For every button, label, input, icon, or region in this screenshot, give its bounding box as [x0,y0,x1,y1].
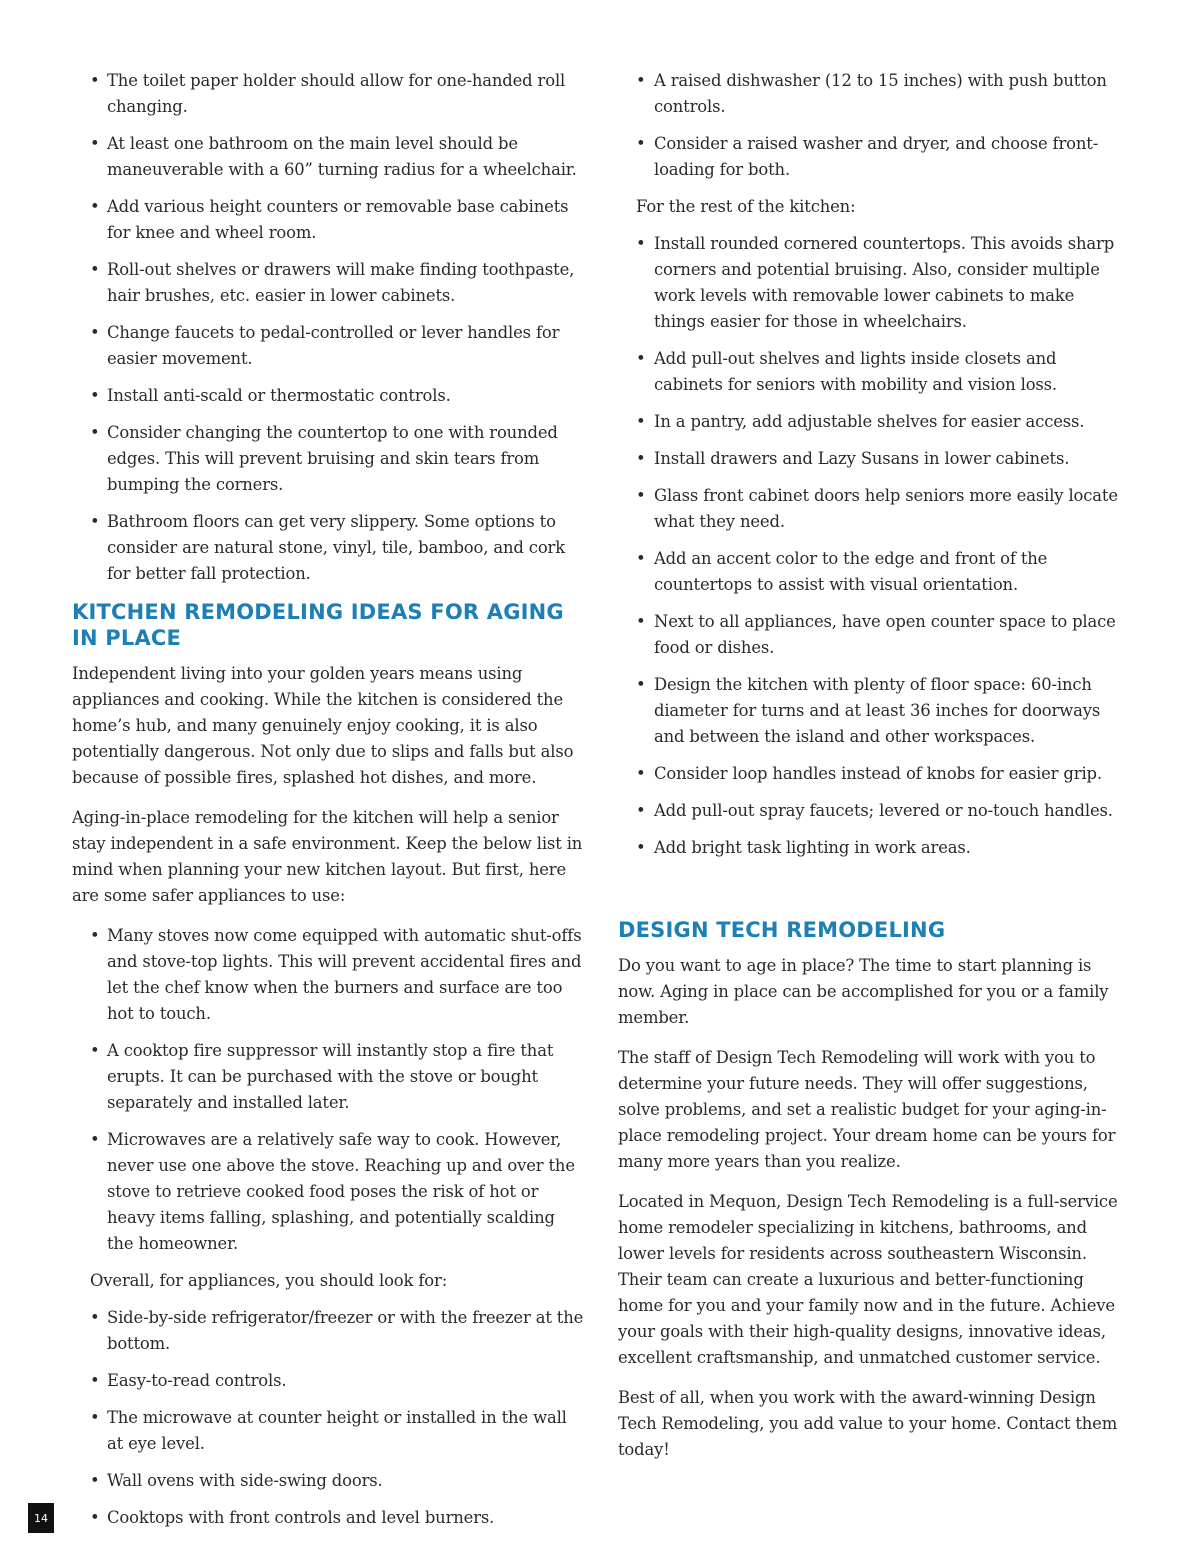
bullet-dot-icon: • [90,197,100,216]
list-item: • Install rounded cornered countertops. This avoids sharp corners and potential bruising. Also, consider multiple work levels with removable lower cabinets to make things easier for those in wheelchairs. [618,231,1130,335]
list-item: • A cooktop fire suppressor will instantly stop a fire that erupts. It can be purchased with the stove or bought separately and installed later. [72,1038,584,1116]
bullet-dot-icon: • [90,1471,100,1490]
overall-lead-text: Overall, for appliances, you should look for: [90,1271,448,1290]
bullet-dot-icon: • [636,549,646,568]
bullet-dot-icon: • [90,1508,100,1527]
bullet-dot-icon: • [90,1371,100,1390]
design-tech-paragraph: The staff of Design Tech Remodeling will work with you to determine your future needs. They will offer suggestions, solve problems, and set a realistic budget for your aging-in-place remodeling project. Your dream home can be yours for many more years than you realize. [618,1048,1116,1171]
page-number-badge: 14 [28,1503,54,1533]
bullet-dot-icon: • [90,323,100,342]
list-item: • Roll-out shelves or drawers will make finding toothpaste, hair brushes, etc. easier in lower cabinets. [72,257,584,309]
bullet-dot-icon: • [90,1308,100,1327]
bullet-dot-icon: • [90,1130,100,1149]
bullet-dot-icon: • [90,71,100,90]
design-tech-paragraph: Best of all, when you work with the award-winning Design Tech Remodeling, you add value to your home. Contact them today! [618,1388,1118,1459]
list-item: • Add various height counters or removable base cabinets for knee and wheel room. [72,194,584,246]
left-column [72,68,584,1542]
list-item: • Next to all appliances, have open counter space to place food or dishes. [618,609,1130,661]
list-item: • Bathroom floors can get very slippery. Some options to consider are natural stone, vinyl, tile, bamboo, and cork for better fall protection. [72,509,584,587]
bullet-dot-icon: • [90,423,100,442]
list-item: • Install anti-scald or thermostatic controls. [72,383,584,409]
list-item: • Microwaves are a relatively safe way to cook. However, never use one above the stove. Reaching up and over the stove to retrieve cooked food poses the risk of hot or heavy items falling, splashing, and potentially scalding the homeowner. [72,1127,584,1257]
bullet-dot-icon: • [636,764,646,783]
rest-lead-text: For the rest of the kitchen: [636,197,856,216]
design-tech-paragraph: Located in Mequon, Design Tech Remodeling is a full-service home remodeler specializing in kitchens, bathrooms, and lower levels for residents across southeastern Wisconsin. Their team can create a luxurious and better-functioning home for you and your family now and in the future. Achieve your goals with their high-quality designs, innovative ideas, excellent craftsmanship, and unmatched customer service. [618,1192,1118,1367]
list-item: • Consider a raised washer and dryer, and choose front-loading for both. [618,131,1130,183]
bullet-dot-icon: • [90,260,100,279]
bullet-dot-icon: • [636,134,646,153]
bullet-dot-icon: • [90,386,100,405]
appliance-continued-list [618,68,1130,183]
list-item: • Install drawers and Lazy Susans in lower cabinets. [618,446,1130,472]
list-item: • Add bright task lighting in work areas. [618,835,1130,861]
bullet-dot-icon: • [90,1041,100,1060]
look-for-bullet-list [72,1305,584,1531]
design-tech-paragraph: Do you want to age in place? The time to start planning is now. Aging in place can be accomplished for you or a family member. [618,956,1109,1027]
list-item: • At least one bathroom on the main level should be maneuverable with a 60” turning radius for a wheelchair. [72,131,584,183]
bathroom-bullet-list [72,68,584,587]
list-item: • Glass front cabinet doors help seniors more easily locate what they need. [618,483,1130,535]
kitchen-section-heading: KITCHEN REMODELING IDEAS FOR AGING IN PLACE [72,600,564,650]
list-item: • The toilet paper holder should allow for one-handed roll changing. [72,68,584,120]
design-tech-heading: DESIGN TECH REMODELING [618,918,946,942]
list-item: • Easy-to-read controls. [72,1368,584,1394]
list-item: • Many stoves now come equipped with automatic shut-offs and stove-top lights. This will prevent accidental fires and let the chef know when the burners and surface are too hot to touch. [72,923,584,1027]
bullet-dot-icon: • [636,675,646,694]
list-item: • The microwave at counter height or installed in the wall at eye level. [72,1405,584,1457]
list-item: • Side-by-side refrigerator/freezer or with the freezer at the bottom. [72,1305,584,1357]
bullet-dot-icon: • [636,234,646,253]
bullet-dot-icon: • [636,349,646,368]
right-column [618,68,1130,1477]
list-item: • Add pull-out shelves and lights inside closets and cabinets for seniors with mobility and vision loss. [618,346,1130,398]
list-item: • A raised dishwasher (12 to 15 inches) with push button controls. [618,68,1130,120]
bullet-dot-icon: • [90,926,100,945]
list-item: • Change faucets to pedal-controlled or lever handles for easier movement. [72,320,584,372]
list-item: • Consider changing the countertop to one with rounded edges. This will prevent bruising and skin tears from bumping the corners. [72,420,584,498]
bullet-dot-icon: • [90,134,100,153]
bullet-dot-icon: • [636,486,646,505]
list-item: • Add pull-out spray faucets; levered or no-touch handles. [618,798,1130,824]
bullet-dot-icon: • [636,801,646,820]
appliance-bullet-list [72,923,584,1257]
list-item: • Add an accent color to the edge and front of the countertops to assist with visual orientation. [618,546,1130,598]
bullet-dot-icon: • [636,612,646,631]
list-item: • Design the kitchen with plenty of floor space: 60-inch diameter for turns and at least 36 inches for doorways and between the island and other workspaces. [618,672,1130,750]
list-item: • Wall ovens with side-swing doors. [72,1468,584,1494]
bullet-dot-icon: • [636,412,646,431]
bullet-dot-icon: • [90,1408,100,1427]
kitchen-paragraph: Independent living into your golden years means using appliances and cooking. While the kitchen is considered the home’s hub, and many genuinely enjoy cooking, it is also potentially dangerous. Not only due to slips and falls but also because of possible fires, splashed hot dishes, and more. [72,664,574,787]
rest-bullet-list [618,231,1130,861]
bullet-dot-icon: • [636,838,646,857]
bullet-dot-icon: • [636,71,646,90]
bullet-dot-icon: • [90,512,100,531]
list-item: • In a pantry, add adjustable shelves for easier access. [618,409,1130,435]
kitchen-paragraph: Aging-in-place remodeling for the kitchen will help a senior stay independent in a safe environment. Keep the below list in mind when planning your new kitchen layout. But first, here are some safer appliances to use: [72,808,583,905]
list-item: • Cooktops with front controls and level burners. [72,1505,584,1531]
list-item: • Consider loop handles instead of knobs for easier grip. [618,761,1130,787]
bullet-dot-icon: • [636,449,646,468]
